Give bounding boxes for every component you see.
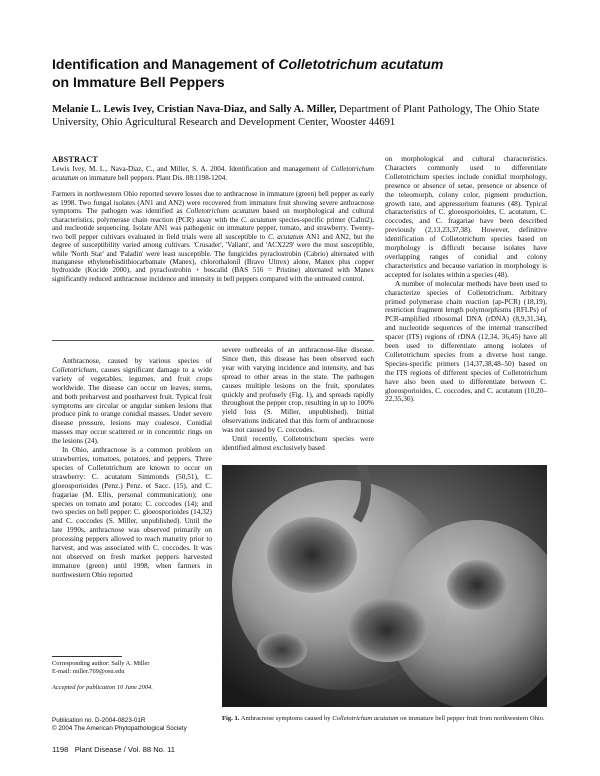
author-line: Melanie L. Lewis Ivey, Cristian Nava-Diaz, and Sally A. Miller, Department of Plant Pathology, The Ohio State University, Ohio Agricultural Research and Development Center, Wooster 44691	[52, 104, 540, 128]
abstract-body: Farmers in northwestern Ohio reported severe losses due to anthracnose in immature (green) bell pepper as early as 1998. Two fungal isolates (AN1 and AN2) were recovered from immature fruit showing severe anthracnose symptoms. The pathogen was identified as Colletotrichum acutatum based on morphological and cultural characteristics, polymerase chain reaction (PCR) assay with the C. acutatum species-specific primer (CaInt2), and nucleotide sequencing. Isolate AN1 was pathogenic on immature pepper, tomato, and strawberry. Twenty-two bell pepper cultivars evaluated in field trials were all susceptible to C. acutatum AN1 and AN2, but the degree of susceptibility varied among cultivars. 'Crusader', 'Valiant', and 'ACX229' were the most susceptible, while 'North Star' and 'Paladin' were least susceptible. The fungicides pyraclostrobin (Cabrio) alternated with manganese ethylenebisdithiocarbamate (Manex), chlorothalonil (Bravo Ultrex) alone, Manex plus copper hydroxide (Kocide 2000), and pyraclostrobin + boscalid (BAS 516 = Pristine) alternated with Manex significantly reduced anthracnose incidence and intensity in bell peppers compared with the untreated control.	[52, 190, 374, 283]
paragraph: A number of molecular methods have been used to characterize species of Colletotrichum. Arbitrary primed polymerase chain reaction (ap-PCR) (18,19), restriction fragment length polymorphisms (RFLPs) of PCR-amplified ribosomal DNA (rDNA) (8,9,31,34), and nucleotide sequences of the internal transcribed spacer (ITS) regions of rDNA (12,34, 36,45) have all been used to differentiate among isolates of Colletotrichum species from a diverse host range. Species-specific primers (14,37,38,48–50) based on the ITS regions of different species of Colletotrichum have also been used to differentiate between C. gloeosporioides, C. coccodes, and C. acutatum (10,20–22,35,36).	[385, 278, 547, 404]
paragraph: Anthracnose, caused by various species of Colletotrichum, causes significant damage to a wide variety of vegetables, legumes, and fruit crops worldwide. The disease can occur on leaves, stems, and both preharvest and postharvest fruit. Typical fruit symptoms are circular or angular sunken lesions that produce pink to orange conidial masses. Under severe disease pressure, lesions may coalesce. Conidial masses may occur scattered or in concentric rings on the lesions (24).	[52, 356, 212, 446]
author-email: E-mail: miller.769@osu.edu	[52, 668, 125, 675]
journal-ref: Plant Disease / Vol. 88 No. 11	[74, 745, 176, 754]
caption-label: Fig. 1.	[222, 715, 240, 722]
abstract-divider	[52, 340, 374, 341]
paragraph: Until recently, Colletotrichum species were identified almost exclusively based	[222, 434, 374, 452]
pepper-photo-illustration	[222, 465, 547, 707]
page-number: 1198	[52, 745, 69, 754]
correspondence-note	[52, 660, 212, 692]
body-column-2	[222, 346, 374, 453]
publication-number: Publication no. D-2004-0823-01R	[52, 717, 146, 724]
publication-info	[52, 717, 232, 732]
accepted-date: Accepted for publication 10 June 2004.	[52, 684, 153, 691]
footnote-divider	[52, 656, 122, 657]
abstract-citation: Lewis Ivey, M. L., Nava-Diaz, C., and Miller, S. A. 2004. Identification and management of Colletotrichum acutatum on immature bell peppers. Plant Dis. 88:1198-1204.	[52, 165, 374, 182]
figure-photo	[222, 465, 547, 707]
paragraph: severe outbreaks of an anthracnose-like disease. Since then, this disease has been observed each year with varying incidence and intensity, and has spread to other areas in the state. The pathogen causes multiple lesions on the fruit, sporulates quickly and profusely (Fig. 1), and spreads rapidly throughout the pepper crop, resulting in up to 100% yield loss (S. Miller, unpublished). Initial observations indicated that this form of anthracnose was not caused by C. coccodes.	[222, 345, 374, 435]
figure-caption: Fig. 1. Anthracnose symptoms caused by Colletotrichum acutatum on immature bell pepper fruit from northwestern Ohio.	[222, 715, 545, 722]
copyright: © 2004 The American Phytopathological Society	[52, 724, 187, 732]
body-column-1	[52, 357, 212, 580]
abstract-heading: ABSTRACT	[52, 155, 98, 164]
page-footer	[52, 745, 175, 754]
paragraph: In Ohio, anthracnose is a common problem on strawberries, tomatoes, potatoes, and peppers. Three species of Colletotrichum are known to occur on strawberry: C. acutatum Simmonds (50,51), C. gloeosporioides (Penz.) Penz. et Sacc. (15), and C. fragariae (M. Ellis, personal communication); one species on tomato and potato: C. coccodes (14); and two species on bell pepper: C. gloeosporioides (14,32) and C. coccodes (S. Miller, unpublished). Until the late 1990s, anthracnose was observed primarily on processing peppers allowed to reach maturity prior to harvest, and was associated with C. coccodes. It was not observed on fresh market peppers harvested immature (green) until 1998, when farmers in northwestern Ohio reported	[52, 445, 212, 579]
paragraph: on morphological and cultural characteristics. Characters commonly used to differentiate Colletotrichum species include conidial morphology, presence or absence of setae, presence or absence of the teleomorph, colony color, pigment production, growth rate, and appressorium features (48). Typical characteristics of C. gloeosporioides, C. acutatum, C. coccodes, and C. fragariae have been described previously (2,13,23,37,38). However, definitive identification of Colletotrichum species based on morphology is difficult because isolates have overlapping ranges of conidial and colony characteristics and because variation in morphology is accepted for isolates within a species (48).	[385, 154, 547, 279]
abstract	[52, 156, 374, 291]
article-title: Identification and Management of Colletotrichum acutatum on Immature Bell Peppers	[52, 56, 444, 90]
body-column-3	[385, 155, 547, 404]
corresponding-author: Corresponding author: Sally A. Miller	[52, 660, 150, 667]
